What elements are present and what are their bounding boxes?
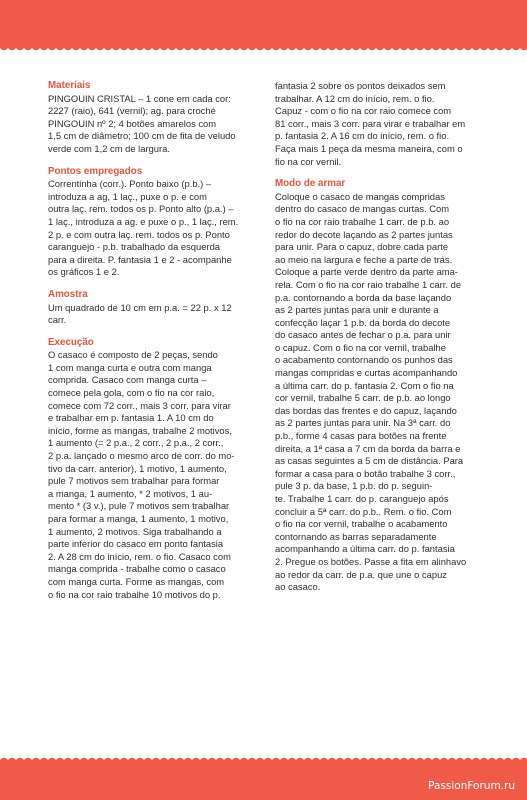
body-text-line: Correntinha (corr.). Ponto baixo (p.b.) – (48, 178, 212, 190)
body-text-line: caranguejo - p.b. trabalhado da esquerda (48, 241, 221, 253)
body-text-line: rela. Com o fio na cor raio trabalhe 1 carr. de (275, 278, 462, 290)
body-text-line: o fio na cor vernil, trabalhe o acabamento (275, 518, 448, 530)
body-text-line: para a direita. P. fantasia 1 e 2 - acompanhe (48, 253, 232, 265)
body-text-line: as 2 partes juntas para unir. Na 3ª carr. do (275, 417, 451, 429)
body-text-line: para unir. Para o capuz, dobre cada parte (275, 241, 449, 253)
body-text-line: ao redor da carr. de p.a. que une o capuz (275, 568, 447, 580)
body-text-line: ao casaco. (275, 581, 321, 593)
bottom-scallop-border (0, 754, 527, 762)
section-heading: Amostra (48, 288, 88, 300)
body-text-line: manga comprida - trabalhe como o casaco (48, 563, 226, 575)
body-text-line: pule 3 p. da base, 1 p.b. do p. seguin- (275, 480, 433, 492)
body-text-line: fio na cor vernil. (275, 155, 342, 167)
body-text-line: 1 aumento, 2 motivos. Siga trabalhando a (48, 525, 222, 537)
body-text-line: início, forme as mangas, trabalhe 2 motivos, (48, 424, 232, 436)
body-text-line: 1,5 cm de diâmetro; 100 cm de fita de veludo (48, 130, 236, 142)
left-text-column (48, 80, 268, 601)
body-text-line: do casaco antes de fechar o p.a. para unir (275, 329, 451, 341)
body-text-line: ao meio na largura e feche a parte de trás. (275, 253, 453, 265)
body-text-line: com manga curta. Forme as mangas, com (48, 575, 225, 587)
body-text-line: 81 corr., mais 3 corr. para virar e trabalhar em (275, 117, 466, 129)
body-text-line: as casas seguintes a 5 cm de distância. Para (275, 455, 464, 467)
section-heading: Pontos empregados (48, 165, 143, 177)
body-text-line: formar a casa para o botão trabalhe 3 corr., (275, 467, 456, 479)
watermark-text: PassionForum.ru (428, 780, 515, 792)
body-text-line: a manga, 1 aumento, * 2 motivos, 1 au- (48, 487, 213, 499)
body-text-line: a última carr. do p. fantasia 2. Com o fio na (275, 379, 454, 391)
body-text-line: o fio na cor raio trabalhe 1 carr. de p.b. ao (275, 215, 450, 227)
right-text-column (275, 80, 495, 594)
body-text-line: as 2 partes juntas para unir e durante a (275, 304, 439, 316)
body-text-line: 2. A 28 cm do início, rem. o fio. Casaco com (48, 550, 231, 562)
body-text-line: mento * (3 v.), pule 7 motivos sem trabalhar (48, 500, 230, 512)
body-text-line: comprida. Casaco com manga curta – (48, 374, 207, 386)
body-text-line: acompanhando a última carr. do p. fantasia (275, 543, 455, 555)
body-text-line: e trabalhar em p. fantasia 1. A 10 cm do (48, 412, 214, 424)
body-text-line: redor do decote laçando as 2 partes juntas (275, 228, 453, 240)
body-text-line: Coloque o casaco de mangas compridas (275, 190, 445, 202)
section-heading: Modo de armar (275, 178, 346, 190)
section-gap (275, 168, 495, 178)
body-text-line: para formar a manga, 1 aumento, 1 motivo, (48, 513, 229, 524)
body-text-line: O casaco é composto de 2 peças, sendo (48, 349, 218, 361)
body-text-line: p. fantasia 2. A 16 cm do início, rem. o fio. (275, 130, 450, 142)
body-text-line: fantasia 2 sobre os pontos deixados sem (275, 80, 446, 91)
body-text-line: comece pela gola, com o fio na cor raio, (48, 387, 215, 399)
body-text-line: 1 laç., introduza a ag. e puxe o p., 1 laç., rem. (48, 215, 239, 227)
body-text-line: concluir a 5ª carr. do p.b.. Rem. o fio. Com (275, 505, 452, 517)
body-text-line: verde com 1,2 cm de largura. (48, 142, 170, 154)
section-gap (48, 279, 268, 289)
body-text-line: Faça mais 1 peça da mesma maneira, com o (275, 142, 463, 154)
body-text-line: p.b., forme 4 casas para botões na frente (275, 430, 447, 442)
body-text-line: Um quadrado de 10 cm em p.a. = 22 p. x 12 (48, 301, 232, 313)
top-scallop-border (0, 46, 527, 54)
body-text-line: comece com 72 corr., mais 3 corr. para virar (48, 399, 231, 411)
body-text-line: parte inferior do casaco em ponto fantasia (48, 538, 224, 550)
body-text-line: te. Trabalhe 1 carr. do p. caranguejo após (275, 493, 449, 504)
section-gap (48, 156, 268, 166)
body-text-line: pule 7 motivos sem trabalhar para formar (48, 475, 220, 487)
body-text-line: introduza a ag, 1 laç., puxe o p. e com (48, 190, 207, 202)
body-text-line: o capuz. Com o fio na cor vernil, trabalhe (275, 341, 446, 353)
body-text-line: Capuz - com o fio na cor raio comece com (275, 105, 452, 117)
section-heading: Materiais (48, 80, 91, 91)
body-text-line: tivo da carr. anterior), 1 motivo, 1 aumento, (48, 462, 227, 474)
body-text-line: das bordas das frentes e do capuz, laçando (275, 404, 457, 416)
top-decorative-band (0, 0, 527, 46)
body-text-line: 2227 (raio), 641 (vernil); ag. para croché (48, 105, 216, 117)
body-text-line: outra laç. rem. todos os p. Ponto alto (p.a.) – (48, 203, 234, 215)
body-text-line: mangas compridas e curtas acompanhando (275, 367, 458, 379)
body-text-line: trabalhar. A 12 cm do início, rem. o fio. (275, 92, 435, 104)
body-text-line: Coloque a parte verde dentro da parte ama- (275, 266, 458, 278)
body-text-line: carr. (48, 314, 67, 326)
body-text-line: PINGOUIN nº 2; 4 botões amarelos com (48, 117, 217, 129)
body-text-line: p.a. contornando a borda da base laçando (275, 291, 452, 303)
section-gap (48, 327, 268, 337)
body-text-line: 2 p. e com outra laç. rem. todos os p. Ponto (48, 228, 230, 240)
body-text-line: o fio na cor raio trabalhe 10 motivos do p. (48, 588, 221, 600)
body-text-line: os gráficos 1 e 2. (48, 266, 120, 278)
section-heading: Execução (48, 336, 94, 348)
body-text-line: o acabamento contornando os punhos das (275, 354, 453, 366)
body-text-line: contornando as barras separadamente (275, 530, 437, 542)
body-text-line: 2. Pregue os botões. Passe a fita em alinhavo (275, 555, 467, 567)
body-text-line: PINGOUIN CRISTAL – 1 cone em cada cor: (48, 92, 231, 104)
body-text-line: 1 com manga curta e outra com manga (48, 361, 212, 373)
body-text-line: 1 aumento (= 2 p.a., 2 corr., 2 p.a., 2 corr., (48, 437, 224, 449)
body-text-line: confecção laçar 1 p.b. da borda do decote (275, 316, 451, 328)
body-text-line: direita, a 1ª casa a 7 cm da borda da barra e (275, 442, 461, 454)
body-text-line: cor vernil, trabalhe 5 carr. de p.b. ao longo (275, 392, 451, 404)
body-text-line: dentro do casaco de mangas curtas. Com (275, 203, 450, 215)
body-text-line: 2 p.a. lançado o mesmo arco de corr. do mo- (48, 450, 235, 462)
